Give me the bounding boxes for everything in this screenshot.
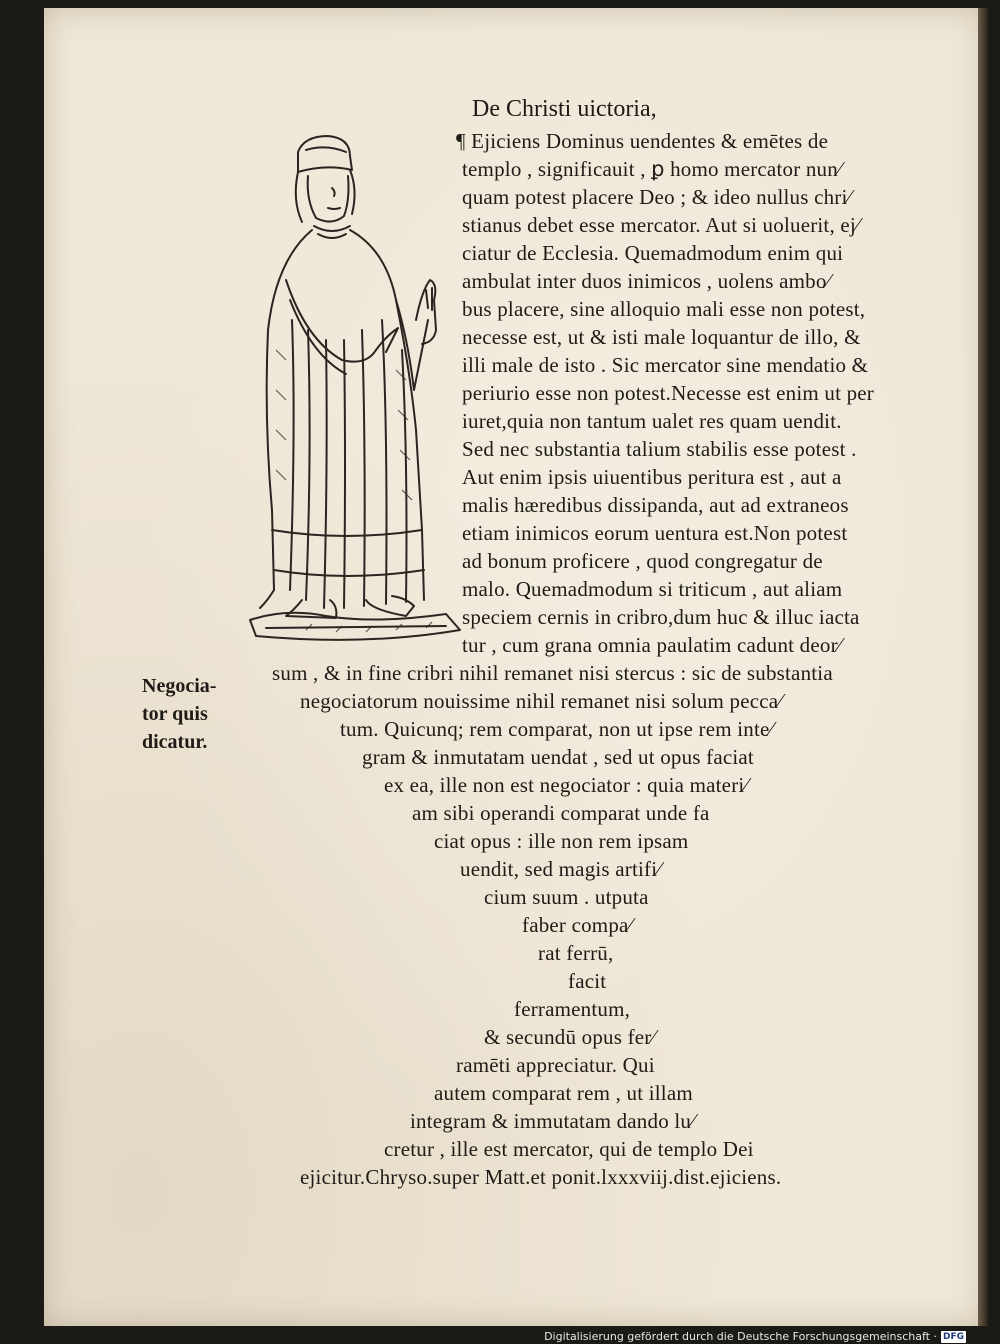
body-text-line: ciat opus : ille non rem ipsam (434, 829, 689, 853)
body-text-line: ad bonum proficere , quod congregatur de (462, 549, 823, 573)
body-text-line: stianus debet esse mercator. Aut si uoluerit, ej⁄ (462, 213, 860, 237)
body-text-line: necesse est, ut & isti male loquantur de illo, & (462, 325, 861, 349)
page-edge (978, 8, 988, 1326)
body-text-line: am sibi operandi comparat unde fa (412, 801, 710, 825)
body-text-line: ambulat inter duos inimicos , uolens ambo⁄ (462, 269, 831, 293)
body-text-line: rat ferrū, (538, 941, 614, 965)
body-text-line: ejicitur.Chryso.super Matt.et ponit.lxxxviij.dist.ejiciens. (300, 1165, 782, 1189)
body-text-line: & secundū opus fer⁄ (484, 1025, 656, 1049)
body-text-line: faber compa⁄ (522, 913, 633, 937)
body-text-line: speciem cernis in cribro,dum huc & illuc iacta (462, 605, 860, 629)
dfg-logo: DFG (942, 1331, 964, 1342)
body-text-line: malis hæredibus dissipanda, aut ad extraneos (462, 493, 849, 517)
body-text-line: tur , cum grana omnia paulatim cadunt deor⁄ (462, 633, 842, 657)
body-text-line: uendit, sed magis artifi⁄ (460, 857, 661, 881)
body-text-line: illi male de isto . Sic mercator sine mendatio & (462, 353, 869, 377)
body-text-line: sum , & in fine cribri nihil remanet nisi stercus : sic de substantia (272, 661, 833, 685)
digitization-footer (544, 1330, 966, 1343)
body-text-line: Sed nec substantia talium stabilis esse potest . (462, 437, 857, 461)
body-text-line: ¶ Ejiciens Dominus uendentes & emētes de (456, 129, 829, 153)
woodcut-figure-illustration (246, 130, 466, 650)
body-text-line: cium suum . utputa (484, 885, 649, 909)
footer-text: Digitalisierung gefördert durch die Deutsche Forschungsgemeinschaft · (544, 1330, 937, 1343)
body-text-line: facit (568, 969, 607, 993)
body-text-line: periurio esse non potest.Necesse est enim ut per (462, 381, 874, 405)
body-text-line: ciatur de Ecclesia. Quemadmodum enim qui (462, 241, 844, 265)
margin-note-line: dicatur. (142, 731, 208, 753)
body-text-line: bus placere, sine alloquio mali esse non potest, (462, 297, 866, 321)
body-text-line: negociatorum nouissime nihil remanet nisi solum pecca⁄ (300, 689, 783, 713)
body-text-line: quam potest placere Deo ; & ideo nullus chri⁄ (462, 185, 852, 209)
body-text-line: ex ea, ille non est negociator : quia materi⁄ (384, 773, 749, 797)
body-text-line: etiam inimicos eorum uentura est.Non potest (462, 521, 848, 545)
margin-note (142, 672, 216, 756)
body-text-line: ferramentum, (514, 997, 631, 1021)
page-heading: De Christi uictoria, (472, 96, 657, 122)
margin-note-line: Negocia- (142, 675, 217, 697)
body-text-line: ramēti appreciatur. Qui (456, 1053, 655, 1077)
body-text-line: templo , significauit , ꝑ homo mercator nun⁄ (462, 157, 842, 181)
margin-note-line: tor quis (142, 703, 208, 725)
body-text-line: tum. Quicunq; rem comparat, non ut ipse rem inte⁄ (340, 717, 774, 741)
body-text-line: cretur , ille est mercator, qui de templo Dei (384, 1137, 754, 1161)
body-text-line: iuret,quia non tantum ualet res quam uendit. (462, 409, 842, 433)
body-text-line: Aut enim ipsis uiuentibus peritura est , aut a (462, 465, 842, 489)
body-text-line: malo. Quemadmodum si triticum , aut aliam (462, 577, 843, 601)
body-text-line: integram & immutatam dando lu⁄ (410, 1109, 695, 1133)
body-text-line: gram & inmutatam uendat , sed ut opus faciat (362, 745, 754, 769)
body-text-line: autem comparat rem , ut illam (434, 1081, 693, 1105)
